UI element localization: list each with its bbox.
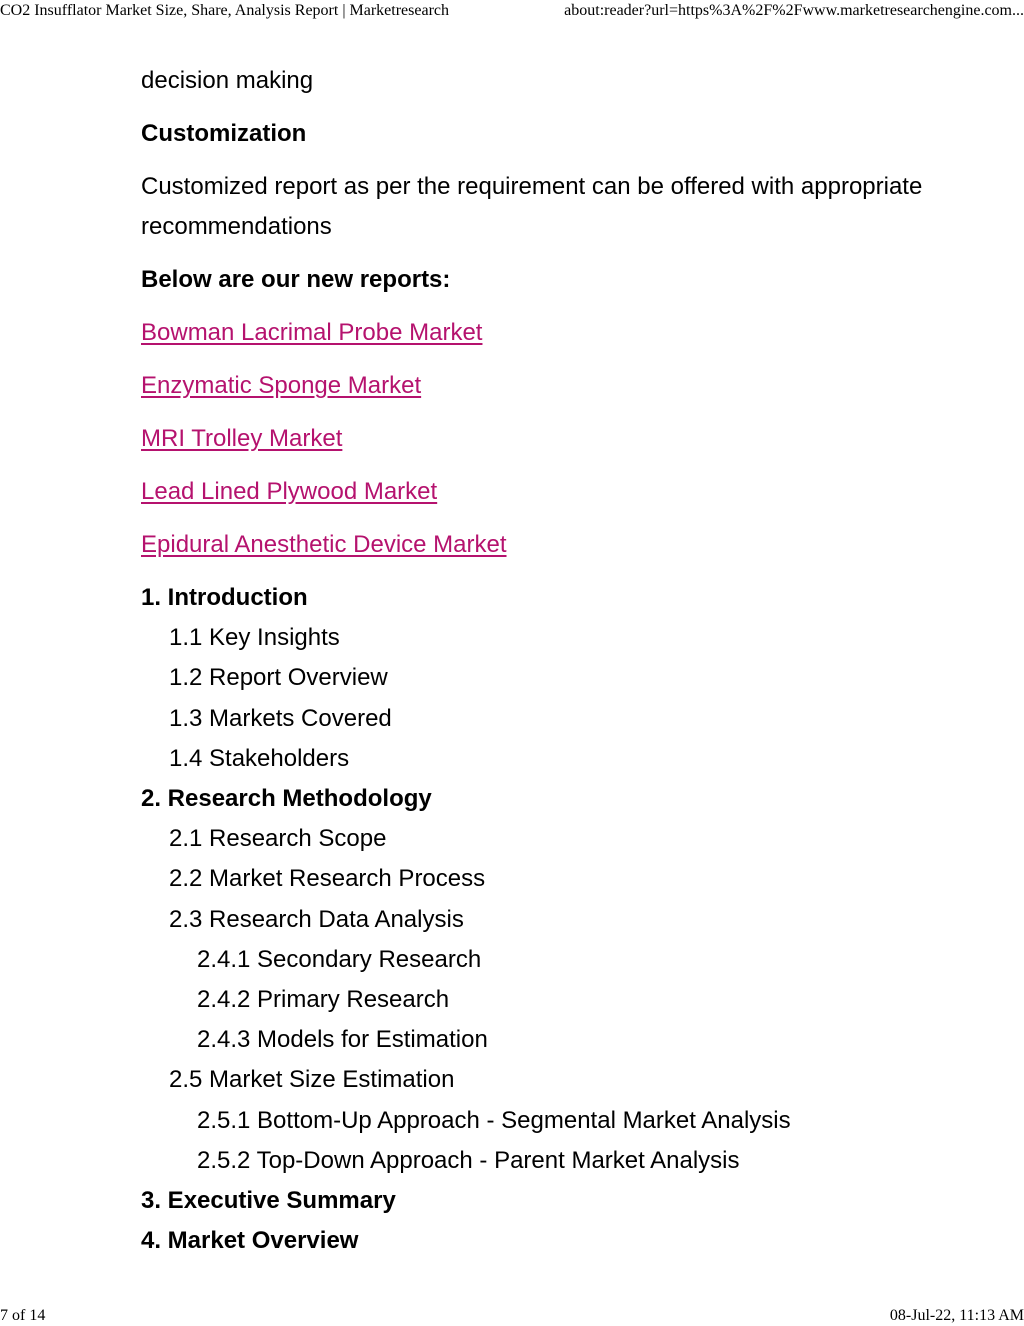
- intro-fragment: decision making: [141, 67, 314, 94]
- page-title: CO2 Insufflator Market Size, Share, Analysis Report | Marketresearch: [0, 2, 450, 19]
- report-link-item: [141, 366, 961, 406]
- customization-text: Customized report as per the requirement can be offered with appropriate recommendations: [141, 173, 923, 240]
- customization-heading: Customization: [141, 120, 307, 147]
- toc-heading: 1. Introduction: [141, 584, 308, 611]
- report-link-lead-lined-plywood[interactable]: Lead Lined Plywood Market: [141, 478, 438, 505]
- toc-heading: 2. Research Methodology: [141, 785, 432, 813]
- toc-subitem: 1.3 Markets Covered: [169, 704, 392, 732]
- toc-subitem: 2.3 Research Data Analysis: [169, 905, 464, 933]
- page-url: about:reader?url=https%3A%2F%2Fwww.marketresearchengine.com...: [564, 2, 1024, 19]
- toc-heading: 4. Market Overview: [141, 1227, 359, 1255]
- toc-subsubitem: 2.4.3 Models for Estimation: [197, 1026, 488, 1054]
- report-link-item: [141, 419, 961, 459]
- toc-subsubitem: 2.4.2 Primary Research: [197, 986, 450, 1014]
- toc-subitem: 2.5 Market Size Estimation: [169, 1066, 455, 1094]
- toc-subitem: 1.1 Key Insights: [169, 624, 340, 652]
- toc-subitem: 1.2 Report Overview: [169, 664, 388, 692]
- toc-subitem: 2.2 Market Research Process: [169, 865, 486, 893]
- toc-subitem: 2.1 Research Scope: [169, 825, 387, 853]
- toc-subitem: 1.4 Stakeholders: [169, 744, 350, 772]
- toc-subsubitem: 2.4.1 Secondary Research: [197, 945, 482, 973]
- toc-subsubitem: 2.5.2 Top-Down Approach - Parent Market Analysis: [197, 1146, 740, 1174]
- table-of-contents: [141, 578, 961, 1261]
- article-content: [141, 61, 961, 1261]
- toc-subsubitem: 2.5.1 Bottom-Up Approach - Segmental Market Analysis: [197, 1106, 791, 1134]
- report-link-bowman-lacrimal-probe[interactable]: Bowman Lacrimal Probe Market: [141, 319, 483, 346]
- report-link-mri-trolley[interactable]: MRI Trolley Market: [141, 425, 343, 452]
- print-footer: [0, 1306, 1024, 1326]
- new-reports-heading: Below are our new reports:: [141, 266, 451, 293]
- print-header: [0, 1, 1024, 21]
- print-timestamp: 08-Jul-22, 11:13 AM: [889, 1307, 1024, 1324]
- toc-heading: 3. Executive Summary: [141, 1187, 396, 1215]
- report-link-item: [141, 525, 961, 565]
- report-link-enzymatic-sponge[interactable]: Enzymatic Sponge Market: [141, 372, 422, 399]
- page-number: 7 of 14: [0, 1307, 46, 1324]
- report-link-item: [141, 313, 961, 353]
- report-link-epidural-anesthetic-device[interactable]: Epidural Anesthetic Device Market: [141, 531, 507, 558]
- report-link-item: [141, 472, 961, 512]
